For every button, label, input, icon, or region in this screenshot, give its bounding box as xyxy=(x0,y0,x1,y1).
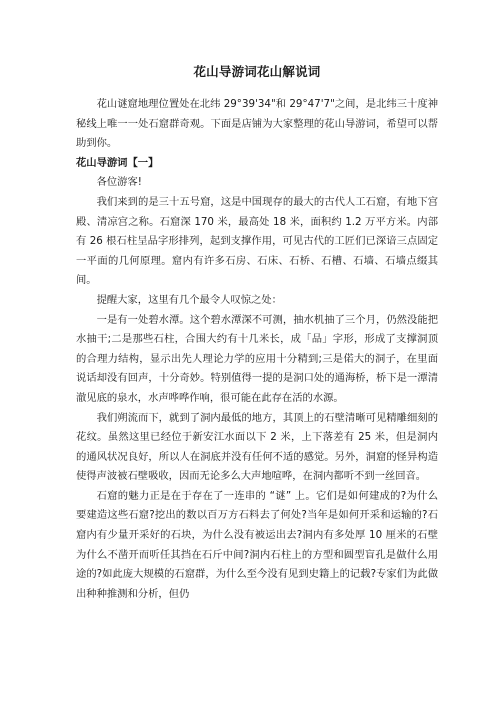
intro-paragraph: 花山谜窟地理位置处在北纬 29°39'34"和 29°47'7"之间，是北纬三十度神秘线上唯一一处石窟群奇观。下面是店铺为大家整理的花山导游词，希望可以帮助到你。 xyxy=(76,98,438,150)
section-heading: 花山导游词【一】 xyxy=(76,156,159,169)
mystery-paragraph: 石窟的魅力正是在于存在了一连串的 “谜” 上。它们是如何建成的?为什么要建造这些石窟?挖出的数以百万方石料去了何处?当年是如何开采和运输的?石窟内有少量开采好的石块，为什么没有被运出去?洞内有多处厚 10 厘米的石壁为什么不凿开而听任其挡在石斤中间?洞内石柱上的方型和圆型盲孔是做什么用途的?如此庞大规模的石窟群，为什么至今没有见到史籍上的记载?专家们为此做出种种推测和分析，但仍 xyxy=(76,489,438,600)
greeting-paragraph: 各位游客! xyxy=(96,176,142,189)
document-title: 花山导游词花山解说词 xyxy=(193,64,321,79)
wonders-paragraph: 一是有一处碧水潭。这个碧水潭深不可测，抽水机抽了三个月，仍然没能把水抽干;二是那些石柱，合围大约有十几米长，成「品」字形，形成了支撑洞顶的合理力结构，显示出先人理论力学的应用十分精到;三是偌大的洞子，在里面说话却没有回声，十分奇妙。特别值得一提的是洞口处的通海桥，桥下是一潭清澈见底的泉水，水声哗哗作响，很可能在此存在活的水源。 xyxy=(76,313,438,404)
cave-intro-paragraph: 我们来到的是三十五号窟，这是中国现存的最大的古代人工石窟，有地下宫殿、清凉宫之称。石窟深 170 米，最高处 18 米，面积约 1.2 万平方米。内部有 26 根石柱呈品字形排列，起到支撑作用，可见古代的工匠们已深谙三点固定一平面的几何原理。窟内有许多石房、石床、石桥、石槽、石墙、石墙点缀其间。 xyxy=(76,195,438,287)
reminder-paragraph: 提醒大家，这里有几个最令人叹惊之处： xyxy=(96,293,282,306)
cave-bottom-paragraph: 我们朔流而下，就到了洞内最低的地方，其顶上的石壁清晰可见精雕细刻的花纹。虽然这里已经位于新安江水面以下 2 米，上下落差有 25 米，但是洞内的通风状况良好，所以人在洞底并没有任何不适的感觉。另外，洞窟的怪异构造使得声波被石壁吸收，因而无论多么大声地喧哗，在洞内都听不到一丝回音。 xyxy=(76,411,438,483)
